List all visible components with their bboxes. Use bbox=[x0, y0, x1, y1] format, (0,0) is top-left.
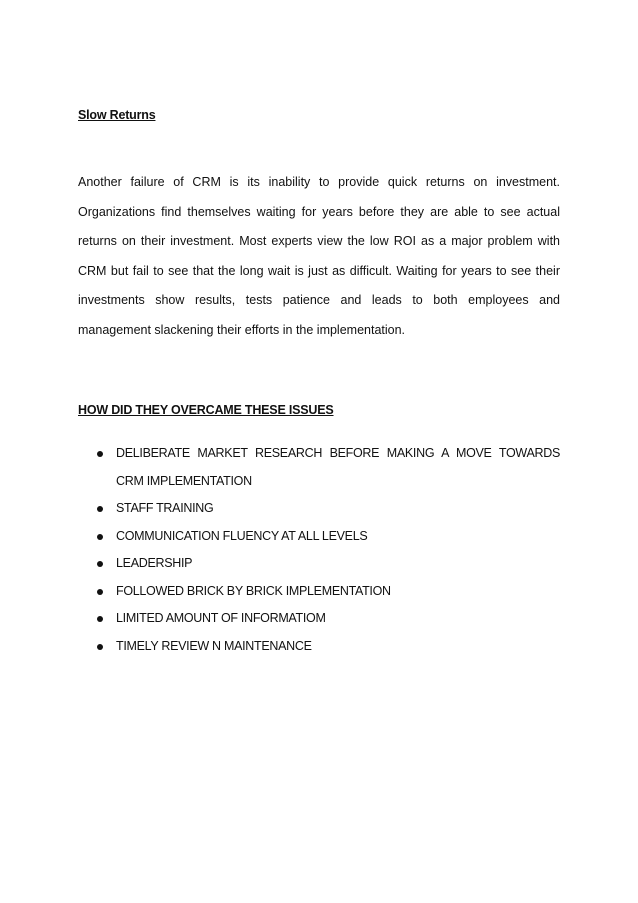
bullet-text: STAFF TRAINING bbox=[116, 501, 214, 515]
section-heading-overcome-issues: HOW DID THEY OVERCAME THESE ISSUES bbox=[78, 403, 334, 417]
bullet-text: LIMITED AMOUNT OF INFORMATIOM bbox=[116, 611, 326, 625]
bullet-item bbox=[0, 495, 560, 523]
bullet-item bbox=[0, 550, 560, 578]
bullet-dot-icon bbox=[97, 451, 103, 457]
body-paragraph: Another failure of CRM is its inability to provide quick returns on investment. Organizations find themselves waiting for years before they are able to see actual returns on their investment. Most experts view the low ROI as a major problem with CRM but fail to see that the long wait is just as difficult. Waiting for years to see their investments show results, tests patience and leads to both employees and management slackening their efforts in the implementation. bbox=[78, 175, 560, 337]
bullet-text: FOLLOWED BRICK BY BRICK IMPLEMENTATION bbox=[116, 583, 391, 598]
bullet-text: DELIBERATE MARKET RESEARCH BEFORE MAKING A MOVE TOWARDS CRM IMPLEMENTATION bbox=[116, 446, 560, 488]
bullet-dot-icon bbox=[97, 506, 103, 512]
bullet-list bbox=[0, 440, 638, 660]
bullet-item bbox=[0, 440, 560, 495]
bullet-dot-icon bbox=[97, 616, 103, 622]
bullet-item bbox=[0, 523, 560, 551]
bullet-item bbox=[0, 633, 560, 661]
section-heading-slow-returns: Slow Returns bbox=[78, 108, 156, 122]
bullet-dot-icon bbox=[97, 534, 103, 540]
bullet-text: LEADERSHIP bbox=[116, 556, 193, 570]
bullet-dot-icon bbox=[97, 561, 103, 567]
bullet-item bbox=[0, 605, 560, 633]
bullet-item bbox=[0, 578, 560, 606]
bullet-dot-icon bbox=[97, 589, 103, 595]
bullet-text: COMMUNICATION FLUENCY AT ALL LEVELS bbox=[116, 528, 368, 543]
bullet-text: TIMELY REVIEW N MAINTENANCE bbox=[116, 638, 312, 653]
bullet-dot-icon bbox=[97, 644, 103, 650]
